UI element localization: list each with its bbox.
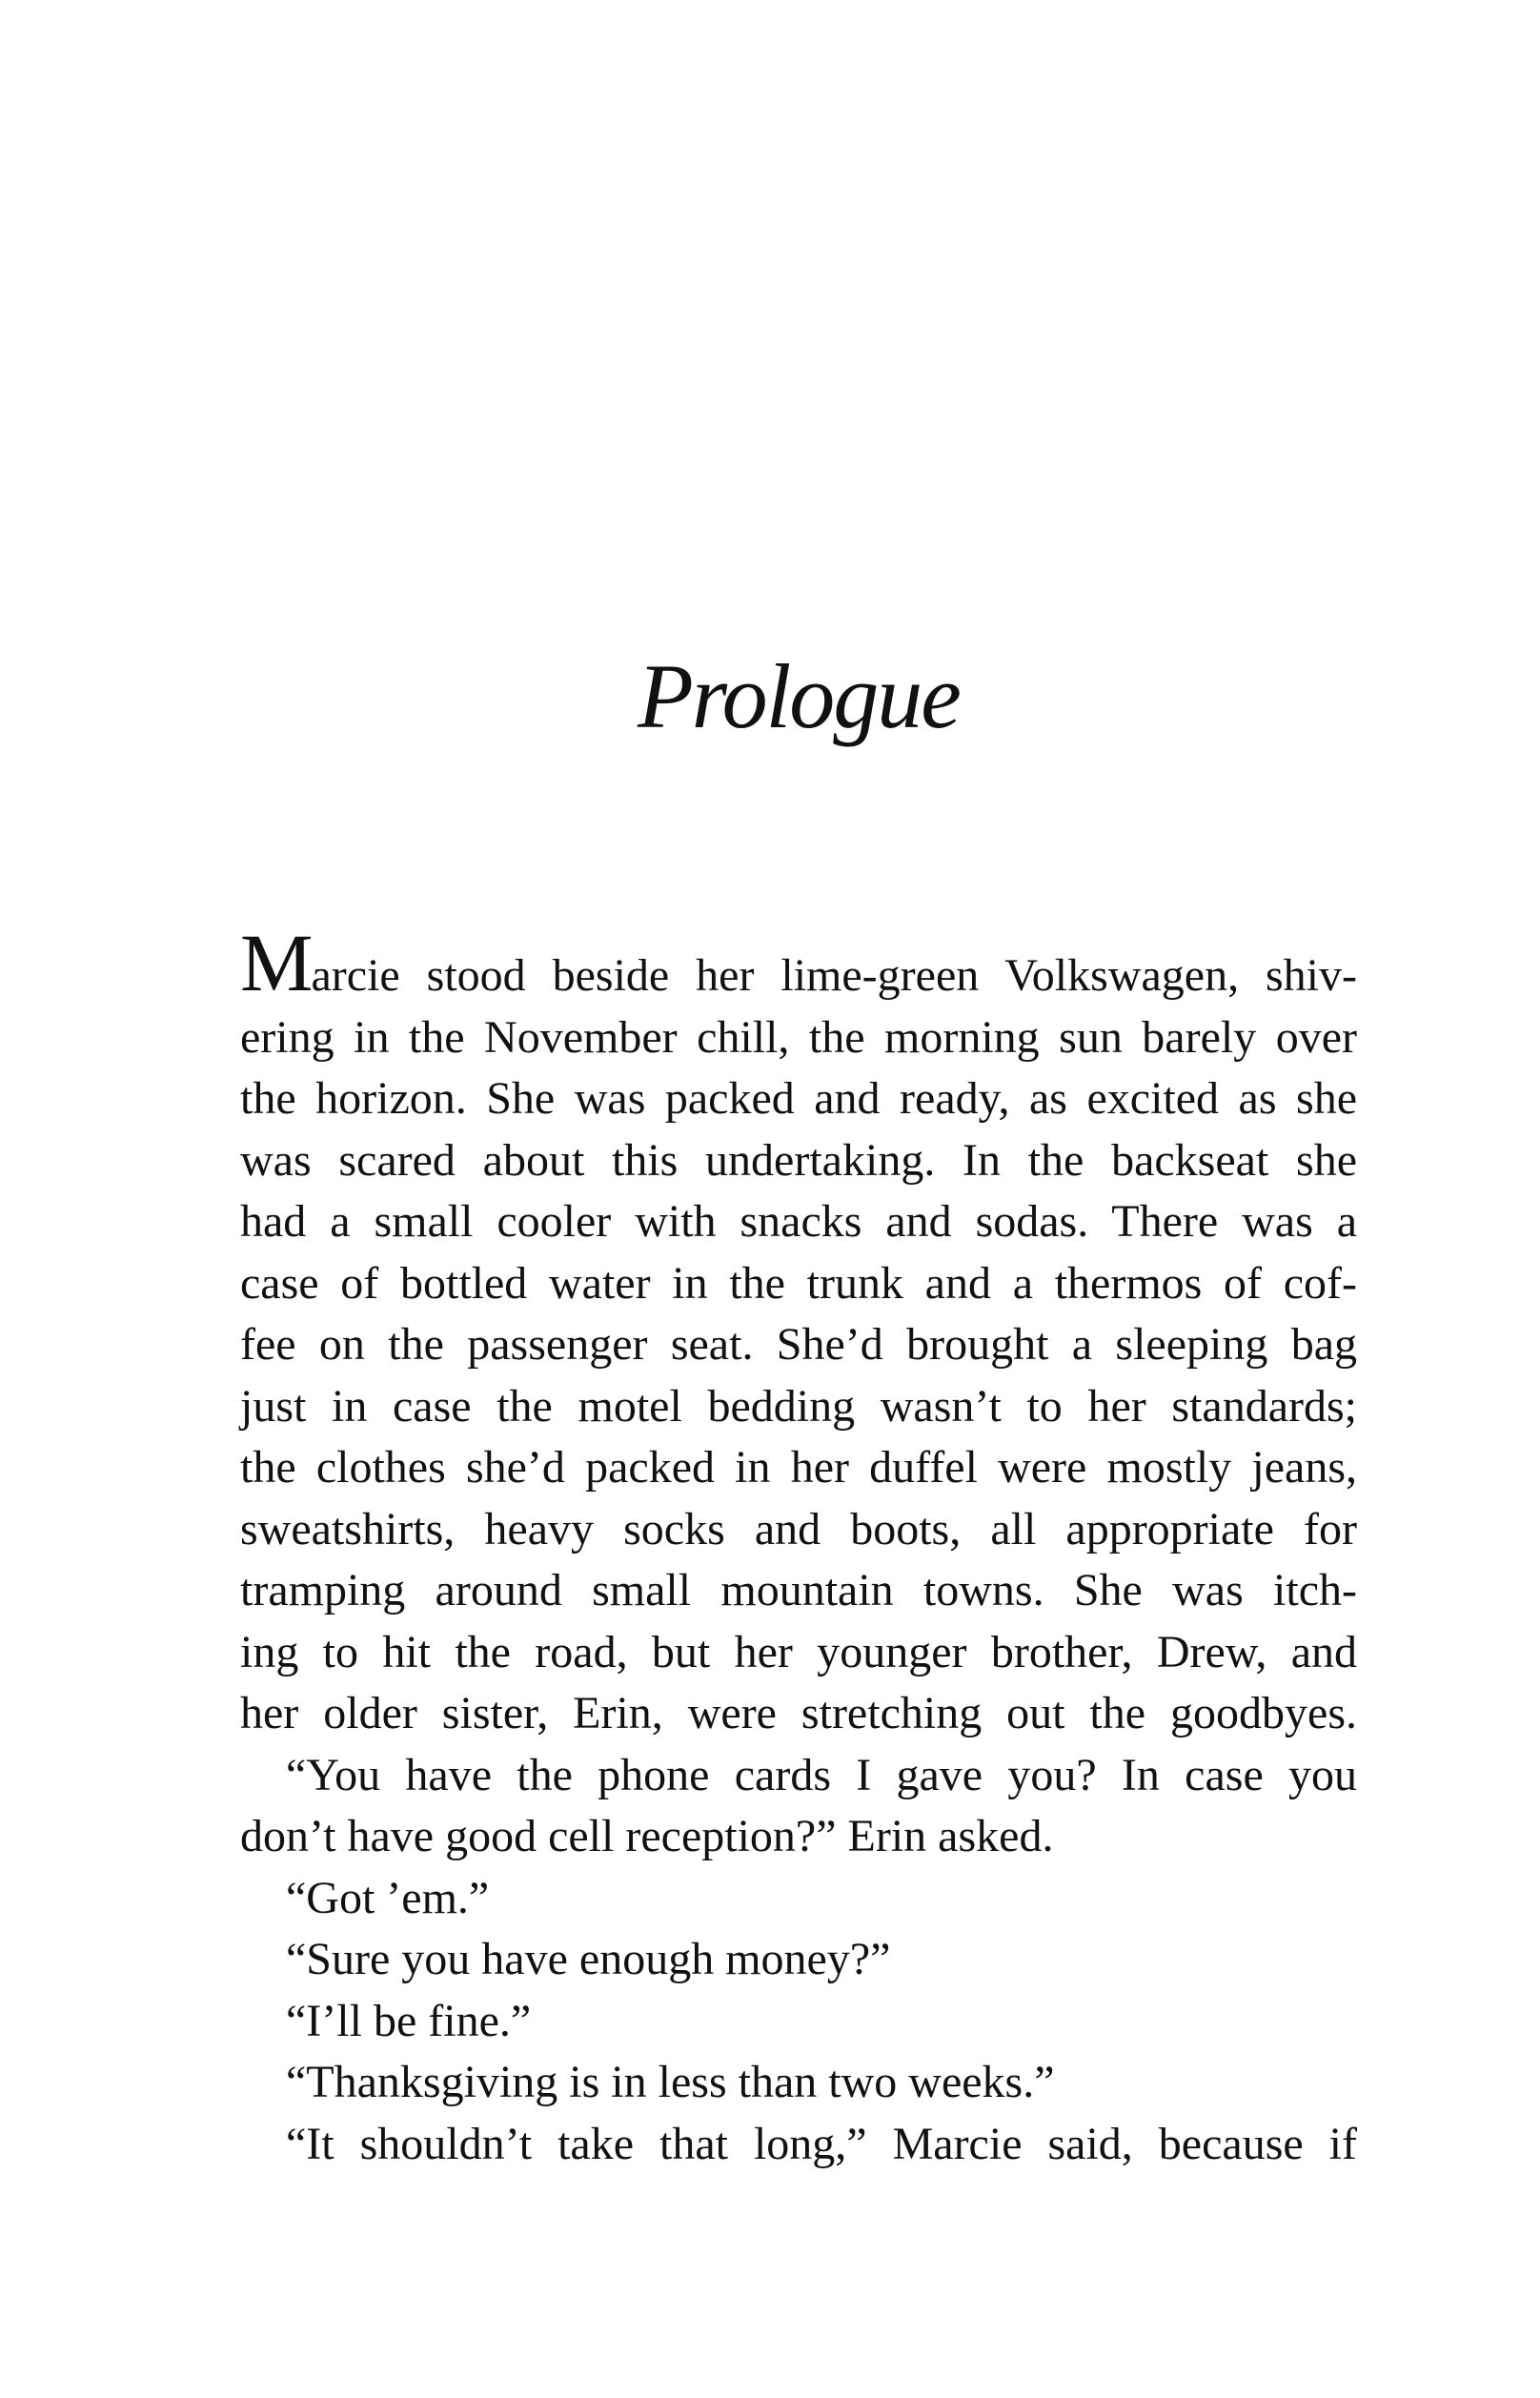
chapter-title: Prologue: [638, 645, 960, 747]
text-line: fee on the passenger seat. She’d brought a sleeping bag: [240, 1319, 1357, 1370]
drop-cap: M: [240, 917, 312, 1008]
text-line: the horizon. She was packed and ready, as excited as she: [240, 1073, 1357, 1124]
text-line: ering in the November chill, the morning sun barely over: [240, 1011, 1357, 1063]
text-line: “You have the phone cards I gave you? In case you: [286, 1749, 1357, 1800]
text-line: tramping around small mountain towns. She was itch-: [240, 1565, 1357, 1616]
text-line: “Got ’em.”: [286, 1872, 490, 1923]
text-line: case of bottled water in the trunk and a thermos of cof-: [240, 1257, 1357, 1309]
text-line: had a small cooler with snacks and sodas. There was a: [240, 1196, 1357, 1247]
text-line: “Thanksgiving is in less than two weeks.”: [286, 2057, 1055, 2107]
text-line: “It shouldn’t take that long,” Marcie said, because if: [286, 2118, 1357, 2169]
text-line: the clothes she’d packed in her duffel were mostly jeans,: [240, 1442, 1357, 1493]
body-text: [240, 917, 1357, 2175]
text-line: was scared about this undertaking. In the backseat she: [240, 1134, 1357, 1186]
text-line: sweatshirts, heavy socks and boots, all appropriate for: [240, 1503, 1357, 1555]
text-line: don’t have good cell reception?” Erin asked.: [240, 1811, 1054, 1861]
text-line: ing to hit the road, but her younger brother, Drew, and: [240, 1626, 1357, 1677]
text-line: her older sister, Erin, were stretching out the goodbyes.: [240, 1688, 1357, 1738]
text-line: [240, 917, 1357, 1008]
text-line: just in case the motel bedding wasn’t to her standards;: [240, 1380, 1357, 1432]
text-line-content: arcie stood beside her lime-green Volkswagen, shiv-: [311, 950, 1357, 1001]
text-line: “I’ll be fine.”: [286, 1995, 532, 2046]
text-line: “Sure you have enough money?”: [286, 1934, 891, 1984]
